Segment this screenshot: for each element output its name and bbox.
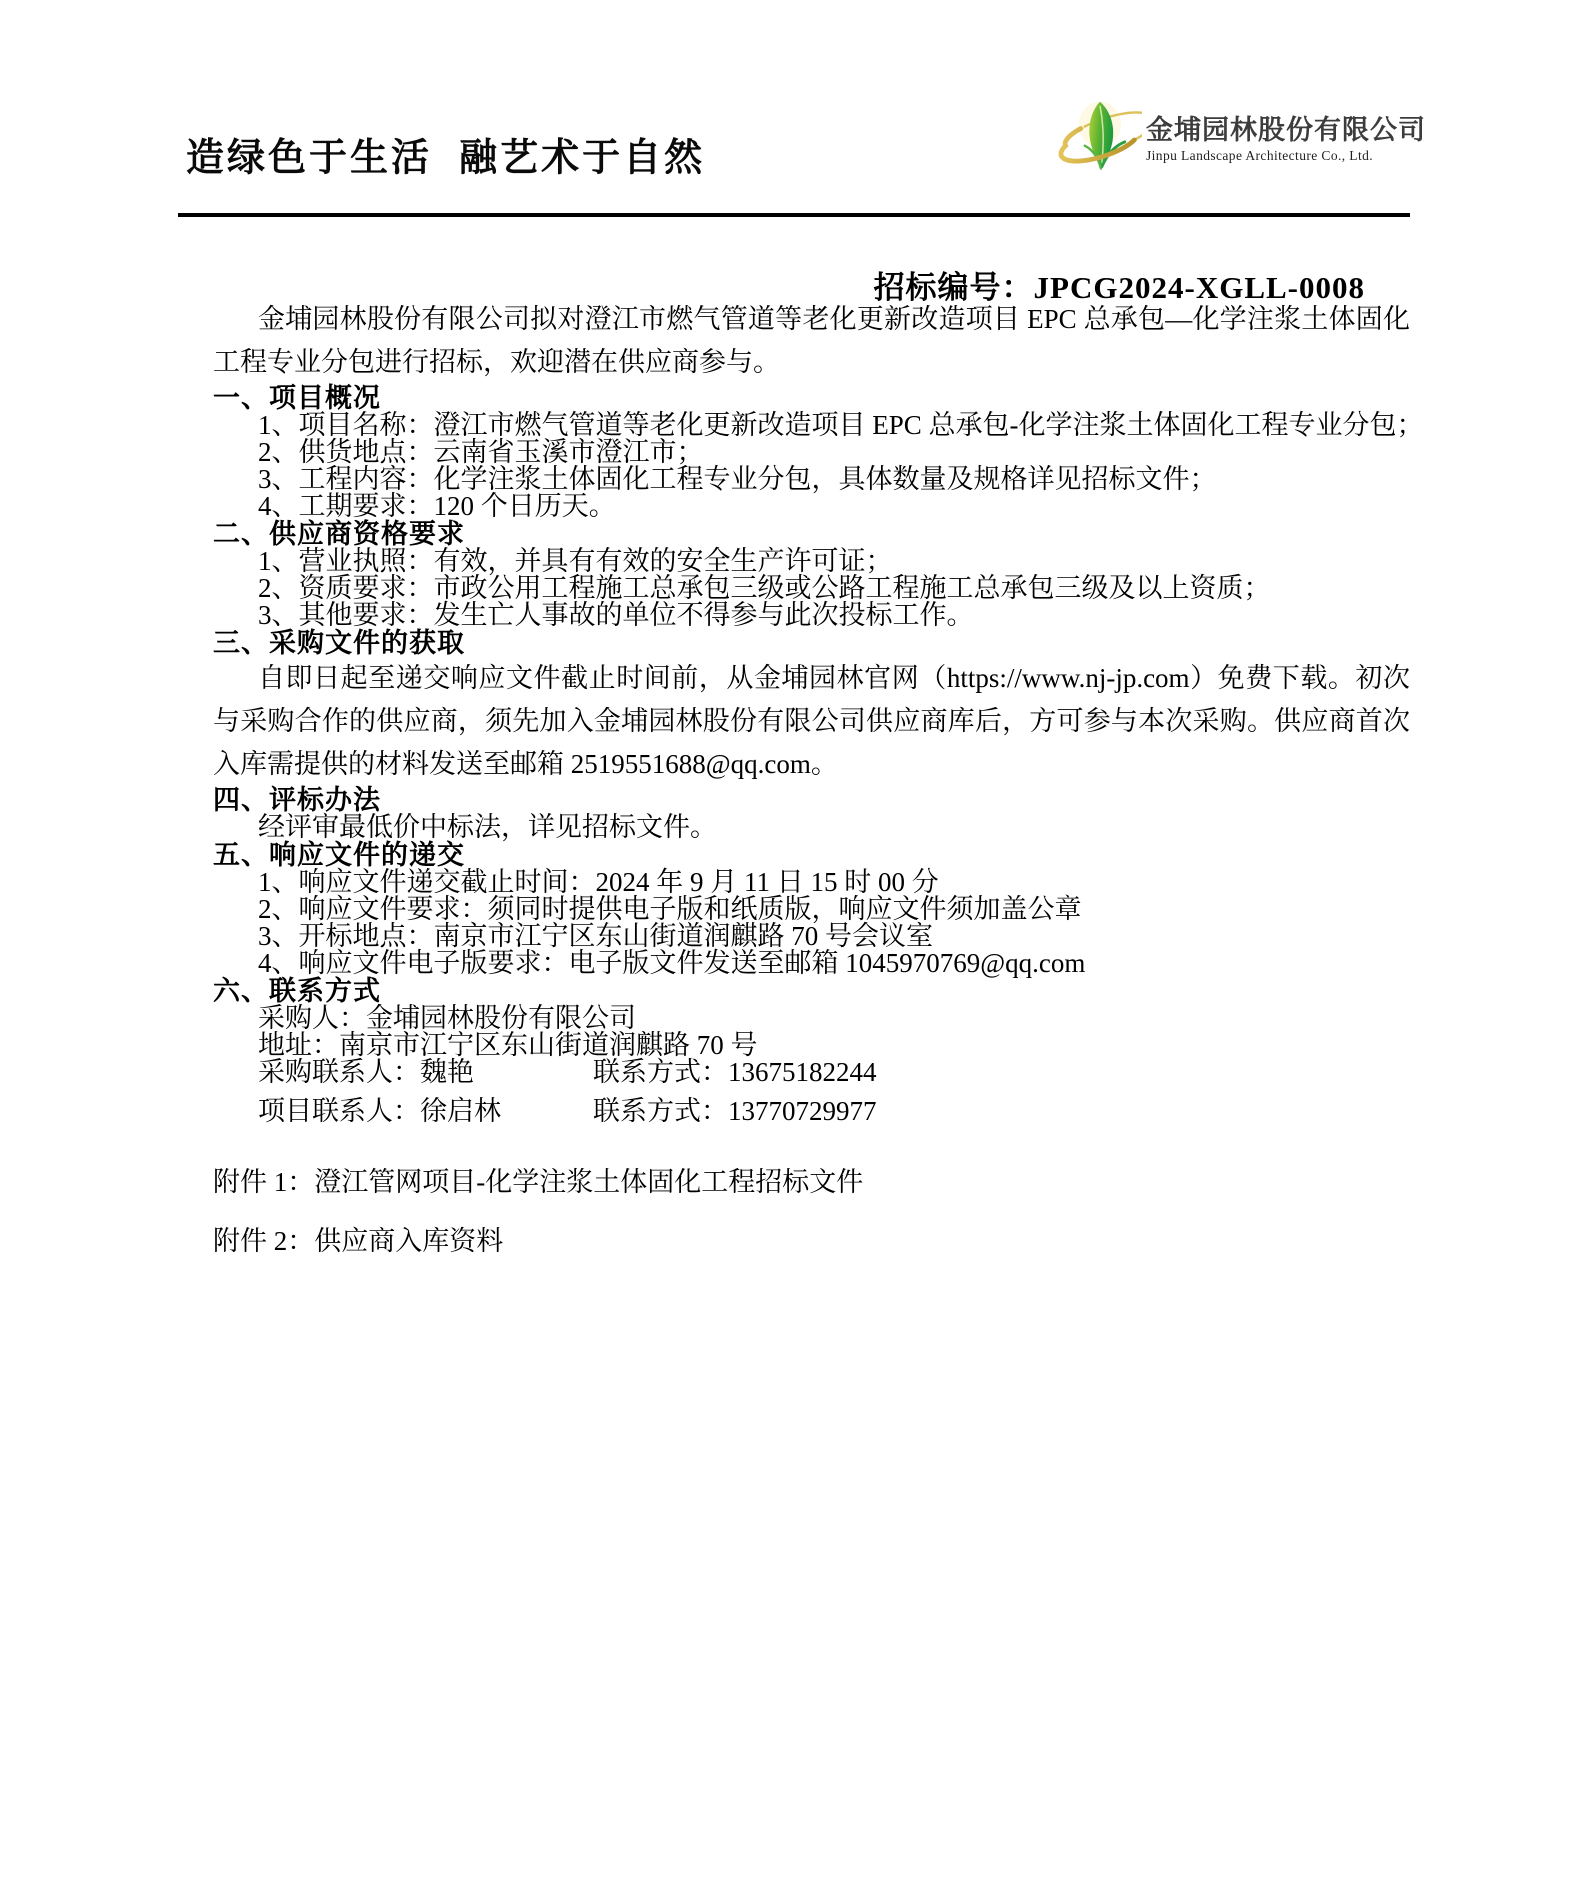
list-item: 4、工期要求：120 个日历天。 (258, 491, 616, 521)
section4-line: 经评审最低价中标法，详见招标文件。 (258, 812, 717, 842)
contact-phone: 联系方式：13675182244 (593, 1057, 877, 1087)
contact-row (213, 1098, 1410, 1125)
document-body (213, 298, 1424, 1287)
company-name-en: Jinpu Landscape Architecture Co., Ltd. (1146, 147, 1374, 163)
section4-title: 四、评标办法 (213, 785, 381, 815)
attachment-item: 附件 1：澄江管网项目-化学注浆土体固化工程招标文件 (213, 1167, 864, 1197)
contact-row (213, 1059, 1410, 1086)
contact-person: 项目联系人：徐启林 (258, 1096, 501, 1126)
bid-number: 招标编号：JPCG2024-XGLL-0008 (873, 270, 1365, 305)
list-item: 1、营业执照：有效，并具有有效的安全生产许可证； (258, 546, 893, 576)
contact-person: 采购联系人：魏艳 (258, 1057, 474, 1087)
section3-title: 三、采购文件的获取 (213, 628, 465, 658)
list-item: 3、开标地点：南京市江宁区东山街道润麒路 70 号会议室 (258, 921, 933, 951)
buyer-line: 采购人：金埔园林股份有限公司 (258, 1003, 636, 1033)
list-item: 4、响应文件电子版要求：电子版文件发送至邮箱 1045970769@qq.com (258, 948, 1086, 978)
contact-phone: 联系方式：13770729977 (593, 1096, 877, 1126)
header-divider (178, 213, 1410, 217)
list-item: 3、工程内容：化学注浆土体固化工程专业分包，具体数量及规格详见招标文件； (258, 464, 1217, 494)
list-item: 3、其他要求：发生亡人事故的单位不得参与此次投标工作。 (258, 600, 974, 630)
header-slogan: 造绿色于生活 融艺术于自然 (186, 136, 706, 180)
list-item: 2、响应文件要求：须同时提供电子版和纸质版，响应文件须加盖公章 (258, 894, 1082, 924)
attachment-item: 附件 2：供应商入库资料 (213, 1226, 504, 1256)
address-line: 地址：南京市江宁区东山街道润麒路 70 号 (258, 1030, 758, 1060)
section5-title: 五、响应文件的递交 (213, 840, 465, 870)
section1-title: 一、项目概况 (213, 383, 381, 413)
company-logo (1056, 96, 1426, 182)
list-item: 2、供货地点：云南省玉溪市澄江市； (258, 437, 704, 467)
logo-text (1146, 115, 1426, 164)
section3-paragraph: 自即日起至递交响应文件截止时间前，从金埔园林官网（https://www.nj-jp.com）免费下载。初次与采购合作的供应商，须先加入金埔园林股份有限公司供应商库后，方可参与本次采购。供应商首次入库需提供的材料发送至邮箱 2519551688@qq.com。 (213, 663, 1410, 779)
attachments (213, 1169, 1410, 1255)
intro-paragraph: 金埔园林股份有限公司拟对澄江市燃气管道等老化更新改造项目 EPC 总承包—化学注浆土体固化工程专业分包进行招标，欢迎潜在供应商参与。 (213, 304, 1410, 377)
list-item: 1、响应文件递交截止时间：2024 年 9 月 11 日 15 时 00 分 (258, 867, 939, 897)
company-name-cn: 金埔园林股份有限公司 (1146, 114, 1426, 145)
section2-title: 二、供应商资格要求 (213, 519, 465, 549)
section6-title: 六、联系方式 (213, 976, 381, 1006)
list-item: 1、项目名称：澄江市燃气管道等老化更新改造项目 EPC 总承包-化学注浆土体固化工程专业分包； (258, 410, 1424, 440)
list-item: 2、资质要求：市政公用工程施工总承包三级或公路工程施工总承包三级及以上资质； (258, 573, 1271, 603)
leaf-swoosh-icon (1056, 96, 1142, 182)
